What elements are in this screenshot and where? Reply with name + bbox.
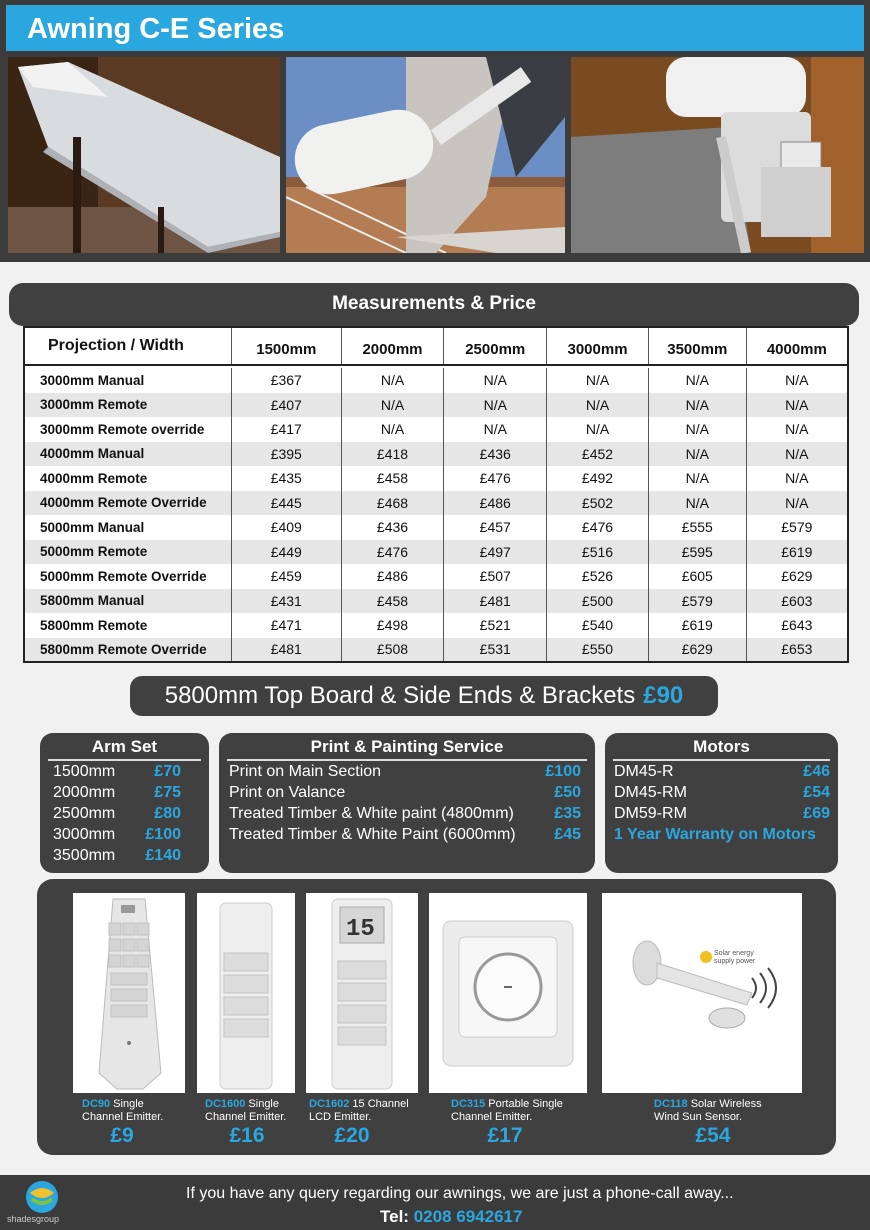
price-cell: N/A xyxy=(341,368,444,393)
price-cell: N/A xyxy=(648,417,746,442)
row-label: 4000mm Remote Override xyxy=(24,491,231,516)
price-cell: £595 xyxy=(648,540,746,565)
price-cell: N/A xyxy=(444,417,547,442)
arm-set-heading: Arm Set xyxy=(40,733,209,758)
item-label: 2000mm xyxy=(53,784,116,801)
price-cell: £435 xyxy=(231,466,341,491)
table-header-row xyxy=(24,327,848,365)
price-cell: £476 xyxy=(547,515,649,540)
list-item xyxy=(229,761,581,782)
logo-icon xyxy=(22,1179,62,1215)
item-label: Print on Valance xyxy=(229,784,346,801)
price-cell: £629 xyxy=(746,564,848,589)
item-label: 3500mm xyxy=(53,847,116,864)
row-label: 3000mm Remote override xyxy=(40,421,205,437)
price-cell: £653 xyxy=(746,638,848,663)
item-price: £46 xyxy=(803,763,830,780)
item-price: £45 xyxy=(554,826,581,843)
sensor-label-1: Solar energy xyxy=(714,950,754,957)
dc315-switch-image xyxy=(429,893,587,1093)
item-label: DM45-RM xyxy=(614,784,687,801)
price-cell: £629 xyxy=(648,638,746,663)
awning-photo-2 xyxy=(286,57,565,253)
print-service-box xyxy=(219,733,595,873)
dc118-sensor-image xyxy=(602,893,802,1093)
list-item xyxy=(614,761,830,782)
item-price: £50 xyxy=(554,784,581,801)
item-price: £100 xyxy=(145,826,181,843)
price-cell: £409 xyxy=(231,515,341,540)
price-cell: £497 xyxy=(444,540,547,565)
price-cell: £603 xyxy=(746,589,848,614)
footer-tel[interactable]: Tel: 0208 6942617 xyxy=(380,1207,523,1226)
price-cell: £481 xyxy=(444,589,547,614)
price-cell: £526 xyxy=(547,564,649,589)
table-row xyxy=(24,613,848,638)
price-cell: N/A xyxy=(444,393,547,418)
col-header: 3000mm xyxy=(547,327,649,365)
price-cell: £521 xyxy=(444,613,547,638)
item-price: £80 xyxy=(154,805,181,822)
price-cell: £555 xyxy=(648,515,746,540)
dc1600-remote-image xyxy=(197,893,295,1093)
item-label: 1500mm xyxy=(53,763,116,780)
item-price: £140 xyxy=(145,847,181,864)
price-cell: £468 xyxy=(341,491,444,516)
brand-logo xyxy=(5,1177,80,1227)
price-cell: £458 xyxy=(341,589,444,614)
corner-label: Projection / Width xyxy=(24,327,231,365)
list-item xyxy=(53,845,181,866)
price-cell: £516 xyxy=(547,540,649,565)
price-cell: £459 xyxy=(231,564,341,589)
item-price: £54 xyxy=(803,784,830,801)
price-cell: £431 xyxy=(231,589,341,614)
table-row xyxy=(24,368,848,393)
awning-photo-1 xyxy=(8,57,280,253)
table-row xyxy=(24,417,848,442)
lcd-digits: 15 xyxy=(346,916,375,943)
product-price: £17 xyxy=(487,1124,523,1147)
price-cell: N/A xyxy=(341,393,444,418)
price-cell: £471 xyxy=(231,613,341,638)
product-caption: DC90 Single Channel Emitter. xyxy=(82,1098,164,1123)
list-item xyxy=(53,803,181,824)
price-cell: £605 xyxy=(648,564,746,589)
row-label: 3000mm Remote xyxy=(24,393,231,418)
price-cell: £395 xyxy=(231,442,341,467)
item-label: Print on Main Section xyxy=(229,763,382,780)
item-label: DM59-RM xyxy=(614,805,687,822)
price-cell: £481 xyxy=(231,638,341,663)
product-price: £20 xyxy=(334,1124,370,1147)
row-label: 4000mm Manual xyxy=(24,442,231,467)
topboard-banner xyxy=(130,676,718,716)
table-row xyxy=(24,564,848,589)
col-header: 4000mm xyxy=(746,327,848,365)
price-cell: N/A xyxy=(444,368,547,393)
price-cell: £436 xyxy=(341,515,444,540)
price-cell: N/A xyxy=(648,491,746,516)
product-caption: DC1602 15 Channel LCD Emitter. xyxy=(309,1098,409,1123)
price-table xyxy=(23,326,849,663)
price-cell: N/A xyxy=(746,491,848,516)
col-header: 2000mm xyxy=(341,327,444,365)
page-title: Awning C-E Series xyxy=(6,5,864,51)
row-label: 5800mm Remote xyxy=(40,617,148,633)
list-item xyxy=(229,782,581,803)
price-cell: £531 xyxy=(444,638,547,663)
row-label: 5800mm Remote Override xyxy=(24,638,231,663)
price-cell: £492 xyxy=(547,466,649,491)
price-cell: £579 xyxy=(746,515,848,540)
product-caption: DC315 Portable Single Channel Emitter. xyxy=(451,1098,563,1123)
row-label: 5000mm Manual xyxy=(40,519,145,535)
table-row xyxy=(24,491,848,516)
price-cell: N/A xyxy=(648,442,746,467)
motors-heading: Motors xyxy=(605,733,838,758)
price-cell: £486 xyxy=(341,564,444,589)
price-cell: £508 xyxy=(341,638,444,663)
item-label: Treated Timber & White paint (4800mm) xyxy=(229,805,514,822)
price-cell: N/A xyxy=(746,368,848,393)
price-cell: N/A xyxy=(648,393,746,418)
topboard-text: 5800mm Top Board & Side Ends & Brackets xyxy=(164,682,636,709)
price-cell: £367 xyxy=(231,368,341,393)
price-cell: £619 xyxy=(648,613,746,638)
price-cell: N/A xyxy=(746,442,848,467)
table-row xyxy=(24,442,848,467)
row-label: 4000mm Remote xyxy=(40,470,148,486)
item-price: £70 xyxy=(154,763,181,780)
item-price: £69 xyxy=(803,805,830,822)
footer xyxy=(0,1175,870,1230)
item-price: £100 xyxy=(545,763,581,780)
price-cell: N/A xyxy=(648,368,746,393)
motors-box xyxy=(605,733,838,873)
price-cell: N/A xyxy=(746,466,848,491)
motor-warranty: 1 Year Warranty on Motors xyxy=(614,826,816,843)
product-caption: DC118 Solar Wireless Wind Sun Sensor. xyxy=(654,1098,762,1123)
price-cell: £486 xyxy=(444,491,547,516)
price-cell: £407 xyxy=(231,393,341,418)
price-cell: N/A xyxy=(746,417,848,442)
price-cell: N/A xyxy=(648,466,746,491)
price-cell: £500 xyxy=(547,589,649,614)
price-cell: £457 xyxy=(444,515,547,540)
price-cell: £458 xyxy=(341,466,444,491)
measurements-heading: Measurements & Price xyxy=(9,283,859,326)
price-cell: £550 xyxy=(547,638,649,663)
list-item xyxy=(614,782,830,803)
table-row xyxy=(24,540,848,565)
arm-set-box xyxy=(40,733,209,873)
item-label: 3000mm xyxy=(53,826,116,843)
price-cell: £502 xyxy=(547,491,649,516)
price-cell: £418 xyxy=(341,442,444,467)
price-cell: £579 xyxy=(648,589,746,614)
col-header: 1500mm xyxy=(231,327,341,365)
price-cell: £476 xyxy=(341,540,444,565)
table-row xyxy=(24,466,848,491)
list-item xyxy=(53,824,181,845)
price-cell: £643 xyxy=(746,613,848,638)
topboard-price: £90 xyxy=(643,682,684,709)
price-cell: £449 xyxy=(231,540,341,565)
table-row xyxy=(24,515,848,540)
print-service-heading: Print & Painting Service xyxy=(219,733,595,758)
price-cell: N/A xyxy=(746,393,848,418)
awning-photo-3 xyxy=(571,57,864,253)
list-item xyxy=(53,761,181,782)
phone-number[interactable]: 0208 6942617 xyxy=(413,1207,523,1226)
products-panel xyxy=(37,879,836,1155)
dc90-remote-image xyxy=(73,893,185,1093)
sensor-label-2: supply power xyxy=(714,958,756,965)
price-cell: £452 xyxy=(547,442,649,467)
table-row xyxy=(24,393,848,418)
dc1602-remote-image xyxy=(306,893,418,1093)
item-price: £35 xyxy=(554,805,581,822)
price-cell: £436 xyxy=(444,442,547,467)
product-price: £54 xyxy=(695,1124,731,1147)
price-cell: N/A xyxy=(341,417,444,442)
price-cell: £445 xyxy=(231,491,341,516)
price-cell: £507 xyxy=(444,564,547,589)
row-label: 5000mm Remote xyxy=(24,540,231,565)
col-header: 3500mm xyxy=(648,327,746,365)
price-cell: N/A xyxy=(547,417,649,442)
col-header: 2500mm xyxy=(444,327,547,365)
list-item xyxy=(614,803,830,824)
price-cell: £619 xyxy=(746,540,848,565)
table-row xyxy=(24,638,848,663)
row-label: 5000mm Remote Override xyxy=(40,568,207,584)
brand-name: shadesgroup xyxy=(7,1214,60,1224)
item-label: 2500mm xyxy=(53,805,116,822)
product-caption: DC1600 Single Channel Emitter. xyxy=(205,1098,287,1123)
price-cell: N/A xyxy=(547,393,649,418)
footer-query: If you have any query regarding our awnings, we are just a phone-call away... xyxy=(186,1185,734,1202)
price-cell: £498 xyxy=(341,613,444,638)
price-cell: £417 xyxy=(231,417,341,442)
item-label: Treated Timber & White Paint (6000mm) xyxy=(229,826,516,843)
price-cell: N/A xyxy=(547,368,649,393)
row-label: 5800mm Manual xyxy=(24,589,231,614)
table-row xyxy=(24,589,848,614)
item-price: £75 xyxy=(154,784,181,801)
row-label: 3000mm Manual xyxy=(40,372,145,388)
product-price: £9 xyxy=(110,1124,134,1147)
item-label: DM45-R xyxy=(614,763,674,780)
price-cell: £540 xyxy=(547,613,649,638)
list-item xyxy=(229,803,581,824)
list-item xyxy=(53,782,181,803)
list-item xyxy=(229,824,581,845)
product-price: £16 xyxy=(229,1124,265,1147)
price-cell: £476 xyxy=(444,466,547,491)
